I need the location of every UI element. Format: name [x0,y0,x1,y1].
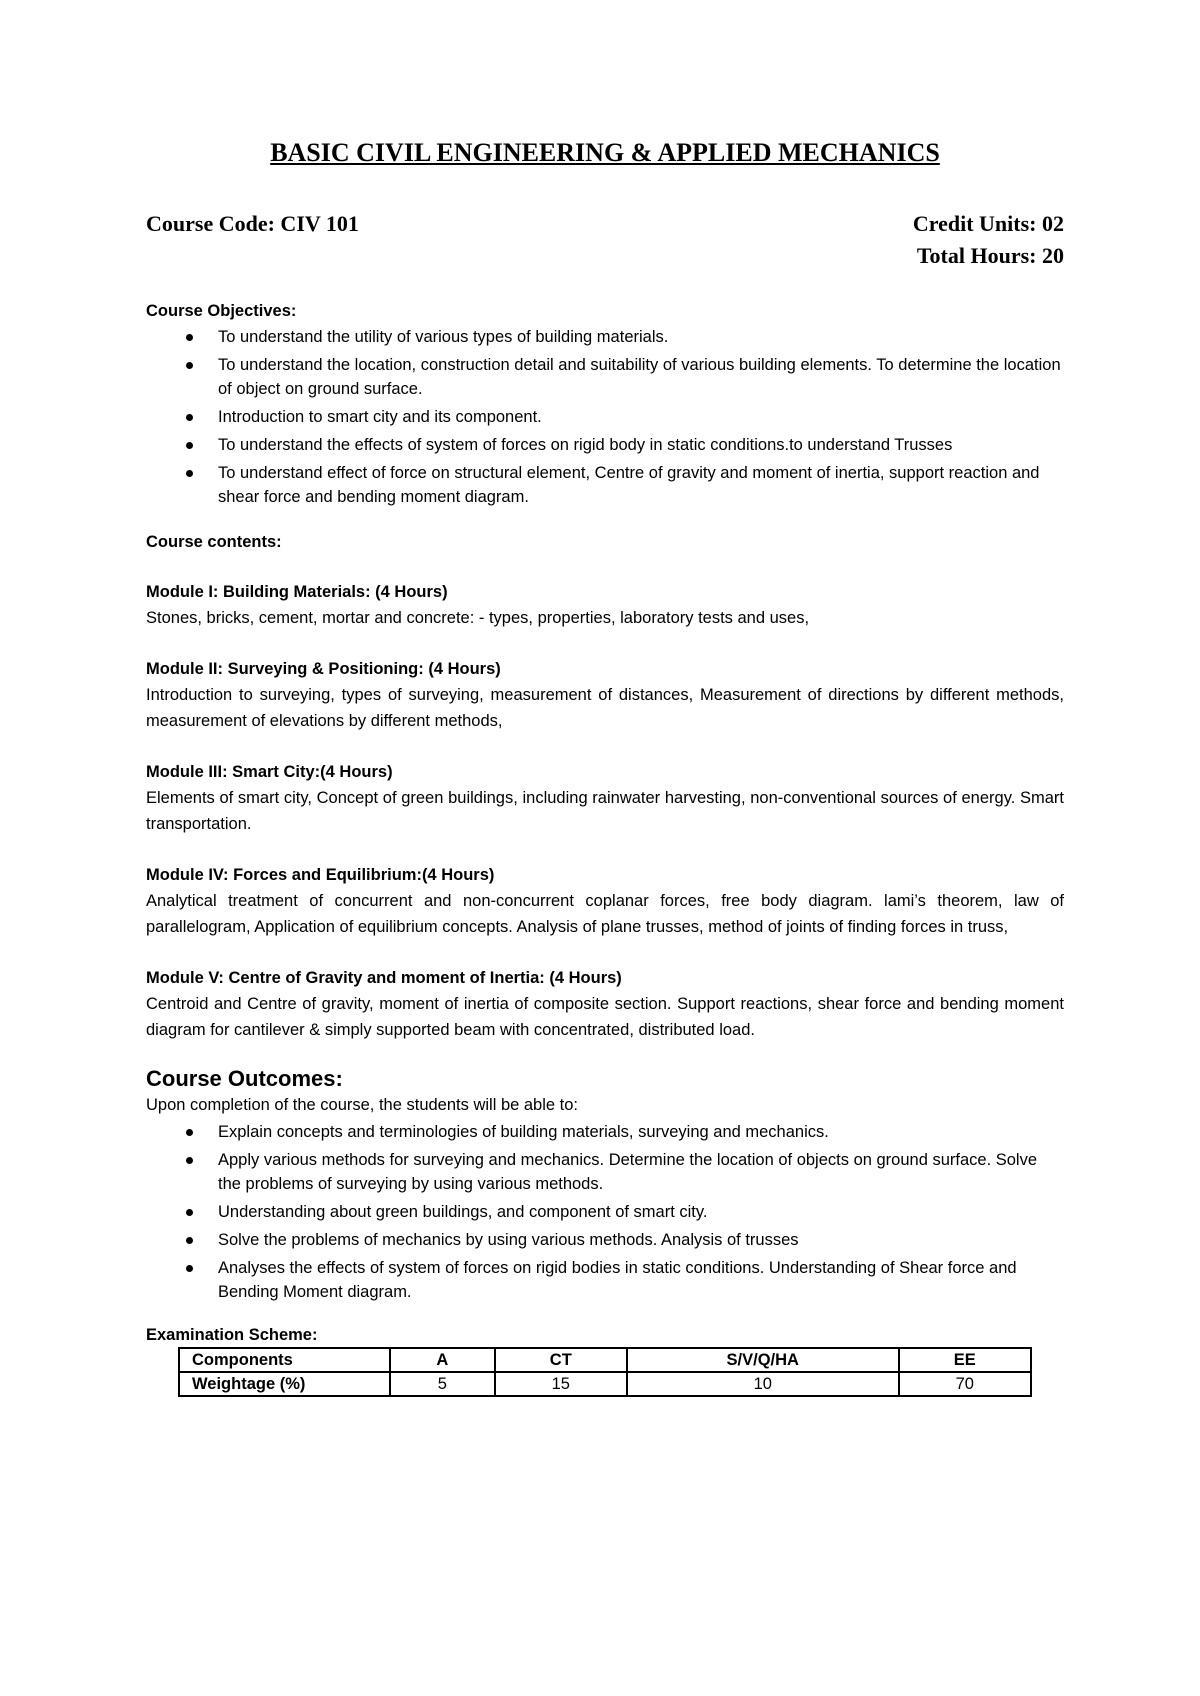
table-cell: 5 [390,1372,495,1396]
total-hours: Total Hours: 20 [916,243,1064,268]
bullet-icon [186,1129,193,1136]
objective-text: To understand the location, construction detail and suitability of various building elements. To determine the location of object on ground surface. [218,356,1061,398]
list-item [146,1228,1064,1252]
table-cell: 10 [627,1372,899,1396]
module-block [146,657,1064,734]
credit-units: Credit Units: 02 [912,211,1064,236]
bullet-icon [186,414,193,421]
bullet-icon [186,470,193,477]
table-header-cell: CT [495,1348,627,1372]
outcomes-intro: Upon completion of the course, the students will be able to: [146,1096,579,1114]
module-body: Analytical treatment of concurrent and non-concurrent coplanar forces, free body diagram. lami’s theorem, law of parallelogram, Application of equilibrium concepts. Analysis of plane trusses, method of joints of finding forces in truss, [146,892,1064,936]
module-block [146,966,1064,1043]
table-cell: 70 [899,1372,1031,1396]
list-item [146,1120,1064,1144]
contents-label: Course contents: [146,533,282,551]
table-header-cell: Components [179,1348,390,1372]
course-code: Course Code: CIV 101 [146,211,359,236]
module-body: Stones, bricks, cement, mortar and concrete: - types, properties, laboratory tests and uses, [146,609,810,627]
bullet-icon [186,1157,193,1164]
table-row [179,1348,1031,1372]
objective-text: To understand the utility of various types of building materials. [218,328,669,346]
module-body: Centroid and Centre of gravity, moment of inertia of composite section. Support reactions, shear force and bending moment diagram for cantilever & simply supported beam with concentrated, distributed load. [146,995,1064,1039]
objectives-label: Course Objectives: [146,302,297,320]
list-item [146,405,1064,429]
outcome-text: Explain concepts and terminologies of building materials, surveying and mechanics. [218,1123,829,1141]
module-heading: Module IV: Forces and Equilibrium:(4 Hours) [146,866,495,884]
bullet-icon [186,362,193,369]
outcome-text: Analyses the effects of system of forces on rigid bodies in static conditions. Understanding of Shear force and Bending Moment diagram. [218,1259,1017,1301]
objectives-list [146,325,1064,509]
module-block [146,863,1064,940]
list-item [146,461,1064,509]
exam-label: Examination Scheme: [146,1326,318,1344]
module-heading: Module V: Centre of Gravity and moment of Inertia: (4 Hours) [146,969,622,987]
bullet-icon [186,442,193,449]
bullet-icon [186,1209,193,1216]
document-title: BASIC CIVIL ENGINEERING & APPLIED MECHANICS [270,138,940,167]
module-heading: Module II: Surveying & Positioning: (4 Hours) [146,660,501,678]
bullet-icon [186,334,193,341]
list-item [146,1200,1064,1224]
outcomes-list [146,1120,1064,1304]
list-item [146,433,1064,457]
objective-text: To understand effect of force on structural element, Centre of gravity and moment of inertia, support reaction and shear force and bending moment diagram. [218,464,1040,506]
list-item [146,1256,1064,1304]
module-heading: Module III: Smart City:(4 Hours) [146,763,393,781]
table-cell: 15 [495,1372,627,1396]
outcomes-heading: Course Outcomes: [146,1066,343,1091]
table-cell: Weightage (%) [179,1372,390,1396]
module-block [146,760,1064,837]
bullet-icon [186,1265,193,1272]
table-header-cell: S/V/Q/HA [627,1348,899,1372]
outcome-text: Solve the problems of mechanics by using various methods. Analysis of trusses [218,1231,799,1249]
outcome-text: Understanding about green buildings, and component of smart city. [218,1203,708,1221]
outcome-text: Apply various methods for surveying and mechanics. Determine the location of objects on ground surface. Solve the problems of surveying by using various methods. [218,1151,1038,1193]
module-heading: Module I: Building Materials: (4 Hours) [146,583,448,601]
list-item [146,325,1064,349]
table-row [179,1372,1031,1396]
bullet-icon [186,1237,193,1244]
list-item [146,1148,1064,1196]
objective-text: Introduction to smart city and its component. [218,408,542,426]
module-body: Introduction to surveying, types of surveying, measurement of distances, Measurement of directions by different methods, measurement of elevations by different methods, [146,686,1064,730]
objective-text: To understand the effects of system of forces on rigid body in static conditions.to understand Trusses [218,436,953,454]
module-block [146,580,1064,631]
module-body: Elements of smart city, Concept of green buildings, including rainwater harvesting, non-conventional sources of energy. Smart transportation. [146,789,1064,833]
list-item [146,353,1064,401]
table-header-cell: EE [899,1348,1031,1372]
course-meta-row [146,208,1064,240]
table-header-cell: A [390,1348,495,1372]
course-meta-row-2 [146,240,1064,272]
document-page [146,138,1064,1397]
exam-table [178,1347,1032,1397]
